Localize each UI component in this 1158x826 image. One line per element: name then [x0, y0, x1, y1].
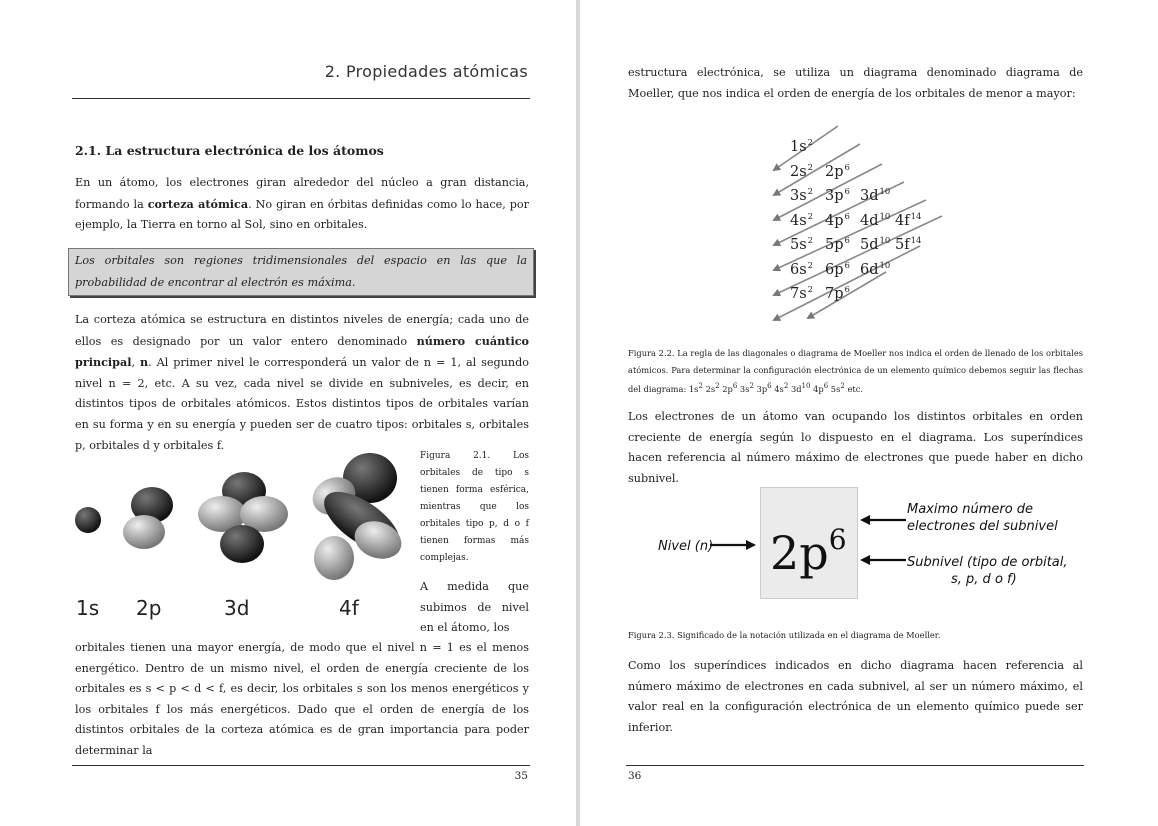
orbital-2p-shape — [123, 487, 173, 549]
orbital-4f-shape — [306, 453, 409, 580]
label-subnivel: Subnivel (tipo de orbital, s, p, d o f) — [907, 555, 1068, 587]
moeller-node-5s: $5s^2$ — [790, 236, 814, 253]
moeller-node-4s: $4s^2$ — [790, 211, 814, 229]
bold-term-n: n — [140, 355, 149, 370]
label-max-electrones: Maximo número de electrones del subnivel — [907, 502, 1058, 534]
moeller-node-5f: $5f^{14}$ — [895, 236, 922, 253]
orbital-label-3d: 3d — [224, 596, 250, 620]
moeller-node-6d: $6d^{10}$ — [860, 260, 891, 278]
orbital-3d-shape — [198, 472, 288, 563]
footer-rule — [72, 765, 530, 766]
filling-sequence — [689, 384, 845, 394]
figure-2-3-caption: Figura 2.3. Significado de la notación utilizada en el diagrama de Moeller. — [628, 630, 941, 640]
moeller-node-3d: $3d^{10}$ — [860, 187, 891, 204]
moeller-node-1s: $1s^2$ — [790, 138, 814, 155]
sequence-item-2s: $2s^2$ — [705, 382, 720, 395]
orbital-1s-shape — [75, 507, 101, 533]
figure-2-1-caption: Figura 2.1. Los orbitales de tipo s tienen forma esférica, mientras que los orbitales tipo p, d o f tienen formas más complejas. — [420, 451, 529, 563]
moeller-node-3s: $3s^2$ — [790, 187, 814, 204]
notation-symbol: $2p^6$ — [770, 523, 847, 580]
definition-box: Los orbitales son regiones tridimensionales del espacio en las que la probabilidad de encontrar al electrón es máxima. — [68, 248, 534, 296]
superindices-paragraph: Como los superíndices indicados en dicho diagrama hacen referencia al número máximo de electrones en cada subnivel, al ser un número máximo, el valor real en la configuración electrónica de un elemento químico puede ser inferior. — [628, 659, 1083, 734]
moeller-node-4f: $4f^{14}$ — [895, 211, 922, 229]
sequence-item-5s: $5s^2$ — [830, 382, 845, 395]
label-nivel: Nivel (n) — [658, 539, 714, 554]
page-36 — [580, 0, 1158, 826]
moeller-node-2p: $2p^6$ — [825, 162, 850, 180]
levels-paragraph: La corteza atómica se estructura en distintos niveles de energía; cada uno de ellos es designado por un valor entero denominado número cuántico principal, n. Al primer nivel le corresponderá un valor de n = 1, al segundo nivel n = 2, etc. A su vez, cada nivel se divide en subniveles, es decir, en distintos tipos de orbitales atómicos. Estos distintos tipos de orbitales varían en su forma y en su energía y pueden ser de cuatro tipos: orbitales s, orbitales p, orbitales d y orbitales f. — [75, 313, 529, 452]
side-paragraph: A medida que subimos de nivel en el átomo, los — [420, 580, 529, 635]
moeller-node-6s: $6s^2$ — [790, 260, 814, 278]
chapter-header: 2. Propiedades atómicas — [324, 62, 528, 81]
orbital-label-1s: 1s — [76, 596, 100, 620]
sequence-item-3d: $3d^{10}$ — [790, 382, 811, 395]
page-number-35: 35 — [514, 770, 528, 782]
notation-exponent: 6 — [828, 523, 847, 556]
moeller-node-4d: $4d^{10}$ — [860, 211, 891, 229]
bold-term-numero-cuantico: número cuántico principal — [75, 333, 529, 370]
notation-arrows — [708, 510, 908, 570]
footer-rule-right — [626, 765, 1084, 766]
header-rule — [72, 98, 530, 99]
moeller-node-3p: $3p^6$ — [825, 187, 850, 204]
moeller-intro-paragraph: estructura electrónica, se utiliza un diagrama denominado diagrama de Moeller, que nos indica el orden de energía de los orbitales de menor a mayor: — [628, 66, 1083, 100]
moeller-node-5p: $5p^6$ — [825, 236, 850, 253]
energy-order-paragraph: orbitales tienen una mayor energía, de modo que el nivel n = 1 es el menos energético. Dentro de un mismo nivel, el orden de energía creciente de los orbitales es s < p < d < f, es decir, los orbitales s son los menos energéticos y los orbitales f los más energéticos. Dado que el orden de energía de los distintos orbitales de la corteza atómica es de gran importancia para poder determinar la — [75, 641, 529, 757]
electrons-paragraph: Los electrones de un átomo van ocupando los distintos orbitales en orden creciente de energía según lo dispuesto en el diagrama. Los superíndices hacen referencia al número máximo de electrones que puede haber en dicho subnivel. — [628, 410, 1083, 485]
orbital-label-4f: 4f — [339, 596, 359, 620]
sequence-item-3p: $3p^6$ — [756, 382, 772, 395]
sequence-item-2p: $2p^6$ — [722, 382, 738, 395]
intro-paragraph: En un átomo, los electrones giran alrededor del núcleo a gran distancia, formando la corteza atómica. No giran en órbitas definidas como lo hace, por ejemplo, la Tierra en torno al Sol, sino en orbitales. — [75, 176, 529, 232]
sequence-item-3s: $3s^2$ — [739, 382, 754, 395]
sequence-item-1s: $1s^2$ — [688, 382, 703, 395]
figure-2-2-caption: Figura 2.2. La regla de las diagonales o diagrama de Moeller nos indica el orden de llenado de los orbitales atómicos. Para determinar la configuración electrónica de un elemento químico debemos seguir las flechas del diagrama: $1s^2$ $2s^2$ $2p^6$ $3s^2$ $3p^6$ $4s^2$ $3d^{10}$ $4p^6$ $5s^2$ etc. — [628, 348, 1083, 395]
moeller-node-6p: $6p^6$ — [825, 260, 850, 278]
sequence-item-4p: $4p^6$ — [813, 382, 829, 395]
orbital-shapes-illustration — [64, 448, 416, 588]
orbital-label-2p: 2p — [136, 596, 162, 620]
sequence-item-4s: $4s^2$ — [774, 382, 789, 395]
moeller-node-4p: $4p^6$ — [825, 211, 850, 229]
moeller-node-5d: $5d^{10}$ — [860, 236, 891, 253]
page-35 — [0, 0, 576, 826]
moeller-node-7p: $7p^6$ — [825, 285, 850, 302]
section-title: 2.1. La estructura electrónica de los átomos — [75, 143, 384, 158]
bold-term-corteza: corteza atómica — [147, 196, 249, 211]
moeller-node-2s: $2s^2$ — [790, 162, 814, 180]
page-number-36: 36 — [628, 770, 642, 782]
moeller-node-7s: $7s^2$ — [790, 285, 814, 302]
